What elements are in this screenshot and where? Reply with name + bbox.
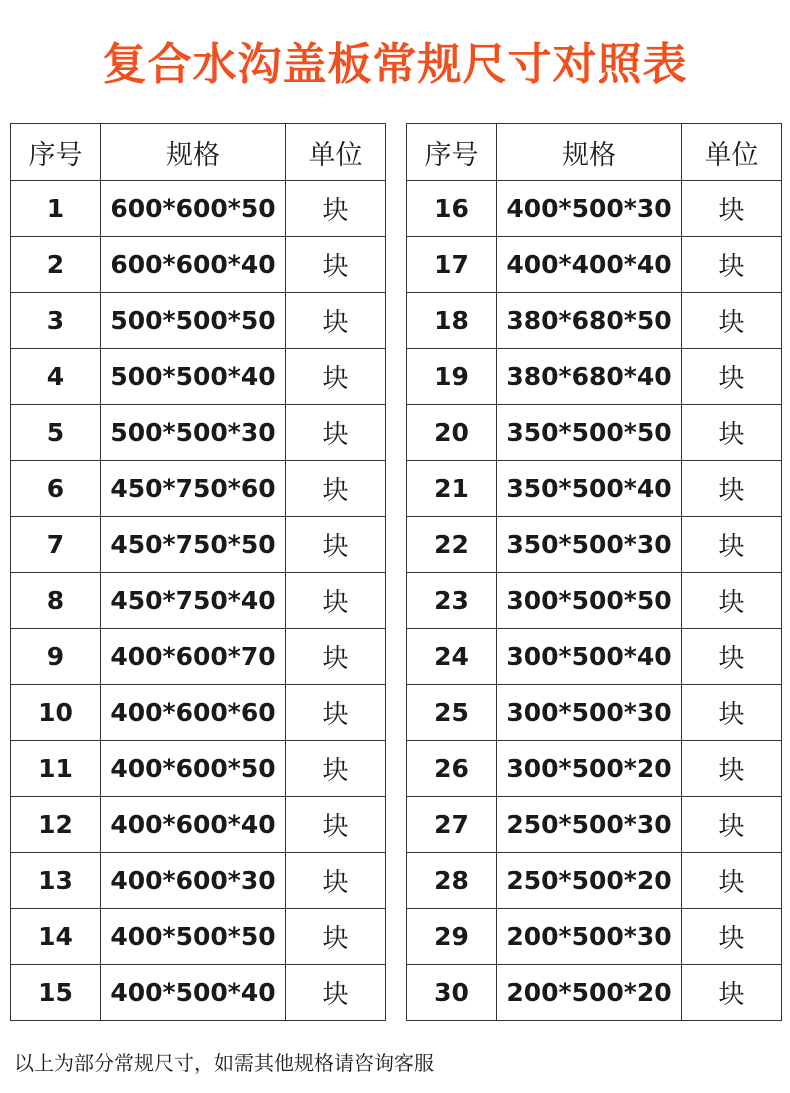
footnote: 以上为部分常规尺寸，如需其他规格请咨询客服 xyxy=(14,1051,434,1075)
cell-spec: 400*400*40 xyxy=(497,237,682,293)
cell-unit: 块 xyxy=(682,573,782,629)
cell-spec: 200*500*30 xyxy=(497,909,682,965)
header-spec: 规格 xyxy=(101,124,286,181)
cell-unit: 块 xyxy=(682,181,782,237)
cell-no: 12 xyxy=(11,797,101,853)
cell-spec: 400*500*30 xyxy=(497,181,682,237)
page-title: 复合水沟盖板常规尺寸对照表 xyxy=(102,39,688,90)
cell-spec: 400*600*50 xyxy=(101,741,286,797)
cell-unit: 块 xyxy=(682,293,782,349)
cell-spec: 300*500*40 xyxy=(497,629,682,685)
cell-unit: 块 xyxy=(286,293,386,349)
table-row xyxy=(11,237,386,293)
table-header-row xyxy=(11,124,386,181)
header-unit: 单位 xyxy=(286,124,386,181)
header-no: 序号 xyxy=(11,124,101,181)
cell-unit: 块 xyxy=(682,517,782,573)
cell-unit: 块 xyxy=(682,629,782,685)
cell-no: 4 xyxy=(11,349,101,405)
cell-no: 23 xyxy=(407,573,497,629)
cell-no: 9 xyxy=(11,629,101,685)
cell-spec: 400*600*70 xyxy=(101,629,286,685)
cell-no: 11 xyxy=(11,741,101,797)
cell-unit: 块 xyxy=(286,405,386,461)
table-row xyxy=(11,797,386,853)
table-row xyxy=(11,853,386,909)
cell-unit: 块 xyxy=(286,349,386,405)
table-row xyxy=(407,461,782,517)
cell-unit: 块 xyxy=(682,349,782,405)
cell-unit: 块 xyxy=(286,573,386,629)
cell-no: 25 xyxy=(407,685,497,741)
cell-unit: 块 xyxy=(682,741,782,797)
cell-no: 10 xyxy=(11,685,101,741)
table-body-left xyxy=(11,181,386,1021)
header-unit: 单位 xyxy=(682,124,782,181)
cell-no: 26 xyxy=(407,741,497,797)
cell-unit: 块 xyxy=(682,909,782,965)
cell-no: 21 xyxy=(407,461,497,517)
cell-spec: 450*750*60 xyxy=(101,461,286,517)
cell-spec: 300*500*30 xyxy=(497,685,682,741)
cell-no: 19 xyxy=(407,349,497,405)
cell-unit: 块 xyxy=(286,181,386,237)
table-header-row xyxy=(407,124,782,181)
table-row xyxy=(407,349,782,405)
header-no: 序号 xyxy=(407,124,497,181)
table-row xyxy=(11,181,386,237)
table-row xyxy=(407,181,782,237)
table-row xyxy=(407,293,782,349)
cell-no: 6 xyxy=(11,461,101,517)
table-row xyxy=(407,685,782,741)
cell-no: 1 xyxy=(11,181,101,237)
cell-no: 7 xyxy=(11,517,101,573)
cell-no: 30 xyxy=(407,965,497,1021)
cell-no: 24 xyxy=(407,629,497,685)
table-row xyxy=(407,741,782,797)
cell-spec: 300*500*50 xyxy=(497,573,682,629)
cell-spec: 400*600*60 xyxy=(101,685,286,741)
cell-spec: 250*500*20 xyxy=(497,853,682,909)
header-spec: 规格 xyxy=(497,124,682,181)
cell-spec: 250*500*30 xyxy=(497,797,682,853)
cell-spec: 600*600*40 xyxy=(101,237,286,293)
cell-no: 29 xyxy=(407,909,497,965)
cell-spec: 200*500*20 xyxy=(497,965,682,1021)
table-row xyxy=(11,293,386,349)
cell-no: 3 xyxy=(11,293,101,349)
cell-unit: 块 xyxy=(286,629,386,685)
spec-table-right xyxy=(406,123,782,1021)
cell-spec: 500*500*30 xyxy=(101,405,286,461)
cell-no: 2 xyxy=(11,237,101,293)
cell-spec: 300*500*20 xyxy=(497,741,682,797)
cell-spec: 450*750*40 xyxy=(101,573,286,629)
table-body-right xyxy=(407,181,782,1021)
table-row xyxy=(407,573,782,629)
spec-table-left xyxy=(10,123,386,1021)
cell-spec: 500*500*40 xyxy=(101,349,286,405)
cell-spec: 400*600*40 xyxy=(101,797,286,853)
cell-spec: 400*600*30 xyxy=(101,853,286,909)
table-row xyxy=(407,909,782,965)
cell-unit: 块 xyxy=(286,797,386,853)
cell-spec: 350*500*30 xyxy=(497,517,682,573)
table-row xyxy=(11,965,386,1021)
cell-spec: 380*680*50 xyxy=(497,293,682,349)
cell-spec: 350*500*40 xyxy=(497,461,682,517)
cell-no: 22 xyxy=(407,517,497,573)
table-row xyxy=(11,685,386,741)
cell-spec: 400*500*40 xyxy=(101,965,286,1021)
table-row xyxy=(11,405,386,461)
table-row xyxy=(11,909,386,965)
cell-unit: 块 xyxy=(682,797,782,853)
cell-no: 20 xyxy=(407,405,497,461)
cell-spec: 380*680*40 xyxy=(497,349,682,405)
cell-no: 15 xyxy=(11,965,101,1021)
table-row xyxy=(11,741,386,797)
table-row xyxy=(407,237,782,293)
cell-spec: 350*500*50 xyxy=(497,405,682,461)
cell-no: 16 xyxy=(407,181,497,237)
cell-unit: 块 xyxy=(682,237,782,293)
table-row xyxy=(11,517,386,573)
cell-unit: 块 xyxy=(286,853,386,909)
cell-no: 14 xyxy=(11,909,101,965)
cell-unit: 块 xyxy=(682,405,782,461)
table-row xyxy=(407,853,782,909)
cell-no: 8 xyxy=(11,573,101,629)
table-row xyxy=(11,573,386,629)
cell-unit: 块 xyxy=(286,741,386,797)
cell-no: 27 xyxy=(407,797,497,853)
cell-unit: 块 xyxy=(682,685,782,741)
cell-unit: 块 xyxy=(286,965,386,1021)
cell-no: 17 xyxy=(407,237,497,293)
table-row xyxy=(407,797,782,853)
cell-spec: 600*600*50 xyxy=(101,181,286,237)
table-row xyxy=(11,629,386,685)
cell-no: 28 xyxy=(407,853,497,909)
cell-unit: 块 xyxy=(286,461,386,517)
cell-spec: 500*500*50 xyxy=(101,293,286,349)
cell-unit: 块 xyxy=(682,853,782,909)
table-row xyxy=(407,965,782,1021)
cell-unit: 块 xyxy=(286,237,386,293)
cell-unit: 块 xyxy=(286,517,386,573)
cell-no: 18 xyxy=(407,293,497,349)
table-row xyxy=(11,349,386,405)
cell-no: 5 xyxy=(11,405,101,461)
table-row xyxy=(407,405,782,461)
cell-unit: 块 xyxy=(286,909,386,965)
cell-spec: 450*750*50 xyxy=(101,517,286,573)
table-row xyxy=(407,629,782,685)
cell-spec: 400*500*50 xyxy=(101,909,286,965)
cell-unit: 块 xyxy=(682,461,782,517)
cell-no: 13 xyxy=(11,853,101,909)
cell-unit: 块 xyxy=(286,685,386,741)
table-row xyxy=(407,517,782,573)
cell-unit: 块 xyxy=(682,965,782,1021)
table-row xyxy=(11,461,386,517)
